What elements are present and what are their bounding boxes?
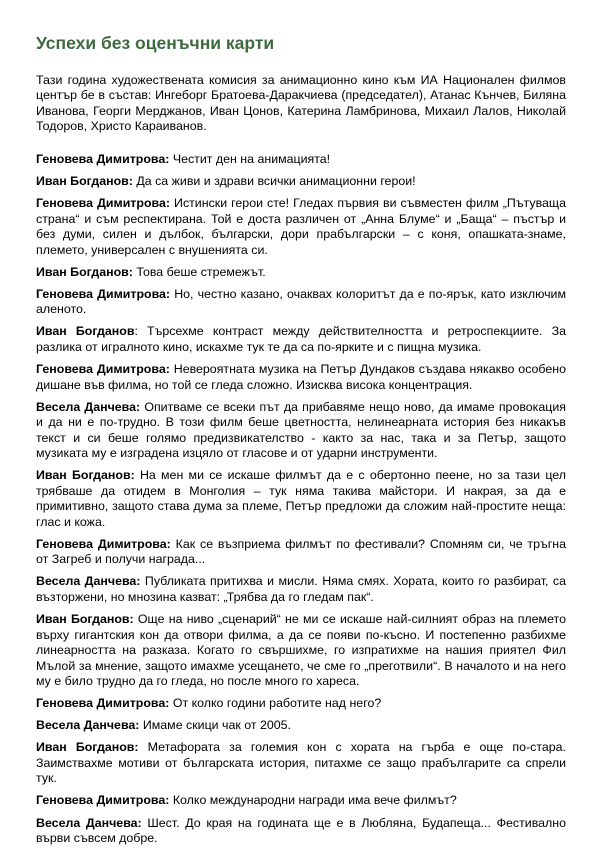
speech-text: Но, честно казано, очаквах колоритът да е по-ярък, като изключим аленото.	[36, 286, 567, 317]
speaker-name: Весела Данчева:	[36, 574, 141, 589]
speaker-name: Геновева Димитрова:	[36, 536, 171, 551]
speech-text: На мен ми се искаше филмът да е с обертонно пеене, но за тази цел трябваше да отидем в Монголия – тук няма такива майстори. И накрая, за да е примитивно, защото става дума за племе, Петър предложи да сложим най-простите неща: глас и кожа.	[36, 468, 566, 529]
speaker-name: Весела Данчева:	[36, 718, 140, 733]
dialog-entry	[36, 537, 566, 568]
dialog-entry	[36, 468, 566, 530]
dialog-entry	[36, 196, 566, 258]
speech-text: Публиката притихва и мисли. Няма смях. Хората, които го разбират, са възторжени, но мнозина казват: „Трябва да го гледам пак“.	[36, 574, 567, 604]
speaker-name: Геновева Димитрова:	[36, 196, 170, 211]
dialog-entry	[36, 362, 566, 393]
dialog-entry	[36, 696, 566, 712]
dialog-entry	[36, 740, 566, 787]
speaker-name: Иван Богданов:	[36, 468, 135, 483]
speech-text: Колко международни награди има вече филмът?	[169, 793, 457, 808]
speech-text: От колко години работите над него?	[169, 696, 382, 711]
dialog-entry	[36, 400, 566, 462]
speech-text: Това беше стремежът.	[132, 264, 266, 279]
speaker-name: Иван Богданов:	[36, 740, 139, 755]
speaker-name: Весела Данчева:	[36, 815, 142, 830]
interview-dialog	[36, 152, 566, 853]
speech-text: Шест. До края на годината ще е в Любляна, Будапеща... Фестивално върви съвсем добре.	[36, 815, 566, 845]
speech-text: Как се възприема филмът по фестивали? Спомням си, че тръгна от Загреб и получи награда...	[36, 536, 566, 567]
speech-text: Невероятната музика на Петър Дундаков създава някакво особено дишане във филма, но той се гледа сложно. Изисква висока концентрация.	[36, 362, 566, 392]
speaker-name: Иван Богданов:	[36, 264, 133, 279]
speaker-name: Геновева Димитрова:	[36, 793, 170, 808]
speech-text: Имаме скици чак от 2005.	[139, 718, 291, 733]
speaker-name: Иван Богданов:	[36, 174, 133, 189]
speech-text: : Търсехме контраст между действителността и ретроспекциите. За разлика от игралното кино, искахме тук те да са по-ярките и с пищна музика.	[36, 324, 566, 354]
speech-text: Още на ниво „сценарий“ не ми се искаше най-силният образ на племето върху гигантския кон да отвори филма, а да се появи по-късно. И постепенно разбихме линеарността на разказа. Когато го свършихме, го изпратихме на нашия приятел Фил Мълой за мнение, защото имахме усещането, че сме го „преготвили“. В началото и на него му е било трудно да го гледа, но после много го хареса.	[36, 612, 566, 689]
dialog-entry	[36, 152, 566, 168]
speech-text: Опитваме се всеки път да прибавяме нещо ново, да имаме провокация и да ни е по-трудно. В този филм беше цветността, нелинеарната история без никакъв текст и си беше голямо предизвикателство - както за нас, така и за Петър, защото музиката му е изградена изцяло от гласове и от ударни инструменти.	[36, 399, 566, 461]
speaker-name: Геновева Димитрова:	[36, 152, 170, 166]
speech-text: Да са живи и здрави всички анимационни герои!	[132, 174, 416, 189]
dialog-entry	[36, 793, 566, 809]
dialog-entry	[36, 574, 566, 605]
speaker-name: Иван Богданов:	[36, 612, 134, 627]
dialog-entry	[36, 718, 566, 734]
dialog-entry	[36, 287, 566, 318]
speaker-name: Геновева Димитрова:	[36, 286, 171, 301]
dialog-entry	[36, 265, 566, 281]
dialog-entry	[36, 612, 566, 690]
dialog-entry	[36, 816, 566, 847]
dialog-entry	[36, 324, 566, 355]
speaker-name: Весела Данчева:	[36, 399, 141, 414]
speaker-name: Иван Богданов	[36, 324, 135, 339]
speaker-name: Геновева Димитрова:	[36, 696, 170, 711]
intro-paragraph: Тази година художествената комисия за анимационно кино към ИА Национален филмов център бе в състав: Ингеборг Братоева-Даракчиева (председател), Атанас Кънчев, Биляна Иванова, Георги Мерджанов, Иван Цонов, Катерина Ламбринова, Михаил Лалов, Николай Тодоров, Христо Караиванов.	[36, 73, 566, 134]
dialog-entry	[36, 174, 566, 190]
speech-text: Метафората за големия кон с хората на гърба е още по-стара. Заимствахме мотиви от българската история, питахме се защо прабългарите са спрели тук.	[36, 740, 566, 786]
page-title: Успехи без оценъчни карти	[36, 33, 275, 53]
speech-text: Истински герои сте! Гледах първия ви съвместен филм „Пътуваща страна“ и съм респектирана. Той е доста различен от „Анна Блуме“ и „Баща“ – пъстър и без думи, силен и дълбок, български, дори прабългарски – с коня, опашката-знаме, племето, универсален с внушенията си.	[36, 196, 566, 257]
speaker-name: Геновева Димитрова:	[36, 362, 170, 377]
speech-text: Честит ден на анимацията!	[169, 152, 331, 166]
